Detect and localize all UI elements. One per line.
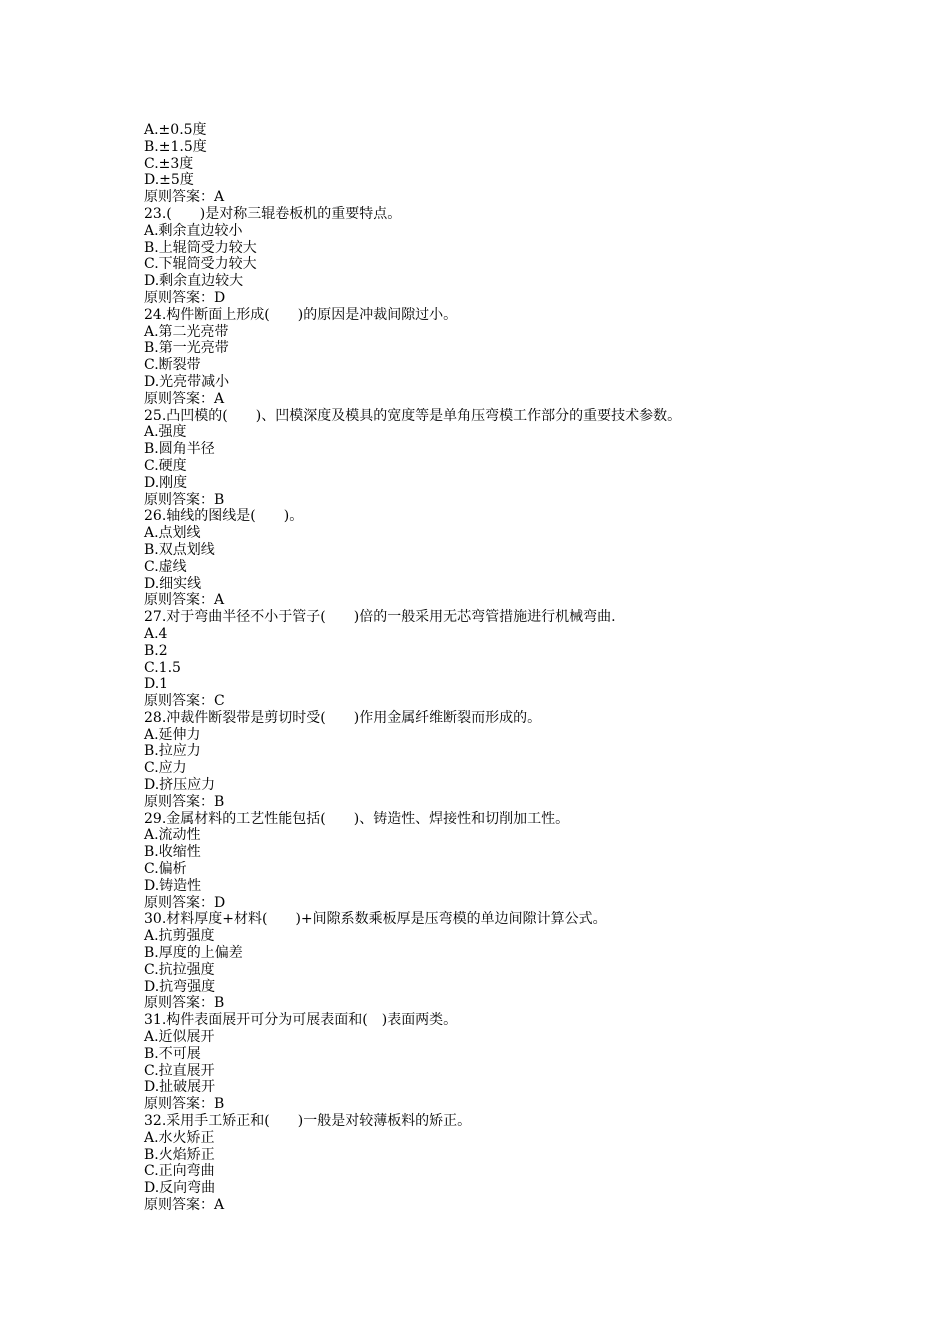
option-line: B.±1.5度: [144, 138, 207, 155]
option-line: C.±3度: [144, 155, 194, 172]
option-line: C.硬度: [144, 457, 187, 474]
option-line: A.点划线: [144, 525, 201, 542]
question-line: 24.构件断面上形成( )的原因是冲裁间隙过小。: [144, 306, 458, 323]
option-line: B.圆角半径: [144, 441, 215, 458]
option-line: A.延伸力: [144, 726, 201, 743]
option-line: B.不可展: [144, 1045, 201, 1062]
option-line: D.1: [144, 676, 169, 693]
option-line: D.抗弯强度: [144, 978, 216, 995]
option-line: B.双点划线: [144, 541, 215, 558]
question-list: [144, 122, 904, 1214]
answer-line: 原则答案：D: [144, 894, 226, 911]
answer-line: 原则答案：A: [144, 1197, 225, 1213]
option-line: C.偏析: [144, 861, 187, 878]
answer-line: 原则答案：D: [144, 289, 226, 306]
option-line: B.上辊筒受力较大: [144, 239, 257, 256]
option-line: C.抗拉强度: [144, 961, 215, 978]
option-line: A.强度: [144, 424, 187, 441]
question-line: 32.采用手工矫正和( )一般是对较薄板料的矫正。: [144, 1113, 472, 1130]
option-line: A.流动性: [144, 827, 201, 844]
option-line: D.细实线: [144, 575, 202, 592]
answer-line: 原则答案：C: [144, 693, 225, 710]
option-line: D.±5度: [144, 172, 194, 189]
question-line: 29.金属材料的工艺性能包括( )、铸造性、焊接性和切削加工性。: [144, 810, 570, 827]
question-line: 27.对于弯曲半径不小于管子( )倍的一般采用无芯弯管措施进行机械弯曲.: [144, 609, 616, 626]
option-line: A.抗剪强度: [144, 928, 215, 945]
question-line: 23.( )是对称三辊卷板机的重要特点。: [144, 205, 402, 222]
option-line: D.光亮带减小: [144, 373, 230, 390]
answer-line: 原则答案：A: [144, 189, 225, 206]
answer-line: 原则答案：A: [144, 592, 225, 609]
option-line: C.正向弯曲: [144, 1163, 215, 1180]
option-line: D.铸造性: [144, 877, 202, 894]
option-line: C.拉直展开: [144, 1062, 215, 1079]
answer-line: 原则答案：A: [144, 390, 225, 407]
option-line: B.火焰矫正: [144, 1146, 215, 1163]
option-line: B.拉应力: [144, 743, 201, 760]
question-line: 26.轴线的图线是( )。: [144, 508, 304, 525]
question-line: 30.材料厚度+材料( )+间隙系数乘板厚是压弯模的单边间隙计算公式。: [144, 911, 607, 928]
option-line: D.反向弯曲: [144, 1180, 216, 1197]
option-line: B.收缩性: [144, 844, 201, 861]
question-line: 25.凸凹模的( )、凹模深度及模具的宽度等是单角压弯模工作部分的重要技术参数。: [144, 407, 682, 424]
option-line: A.近似展开: [144, 1029, 215, 1046]
option-line: C.应力: [144, 760, 187, 777]
option-line: A.±0.5度: [144, 122, 207, 138]
question-line: 31.构件表面展开可分为可展表面和( )表面两类。: [144, 1012, 458, 1029]
option-line: A.第二光亮带: [144, 323, 229, 340]
option-line: B.2: [144, 642, 168, 659]
answer-line: 原则答案：B: [144, 793, 225, 810]
answer-line: 原则答案：B: [144, 995, 225, 1012]
answer-line: 原则答案：B: [144, 491, 225, 508]
option-line: B.第一光亮带: [144, 340, 229, 357]
question-line: 28.冲裁件断裂带是剪切时受( )作用金属纤维断裂而形成的。: [144, 709, 542, 726]
option-line: D.扯破展开: [144, 1079, 216, 1096]
option-line: D.挤压应力: [144, 777, 216, 794]
option-line: D.刚度: [144, 474, 188, 491]
option-line: C.虚线: [144, 558, 187, 575]
answer-line: 原则答案：B: [144, 1096, 225, 1113]
option-line: A.剩余直边较小: [144, 222, 243, 239]
option-line: C.断裂带: [144, 357, 201, 374]
option-line: D.剩余直边较大: [144, 273, 244, 290]
option-line: A.4: [144, 625, 168, 642]
option-line: C.1.5: [144, 659, 181, 676]
option-line: B.厚度的上偏差: [144, 945, 243, 962]
option-line: A.水火矫正: [144, 1129, 215, 1146]
option-line: C.下辊筒受力较大: [144, 256, 257, 273]
